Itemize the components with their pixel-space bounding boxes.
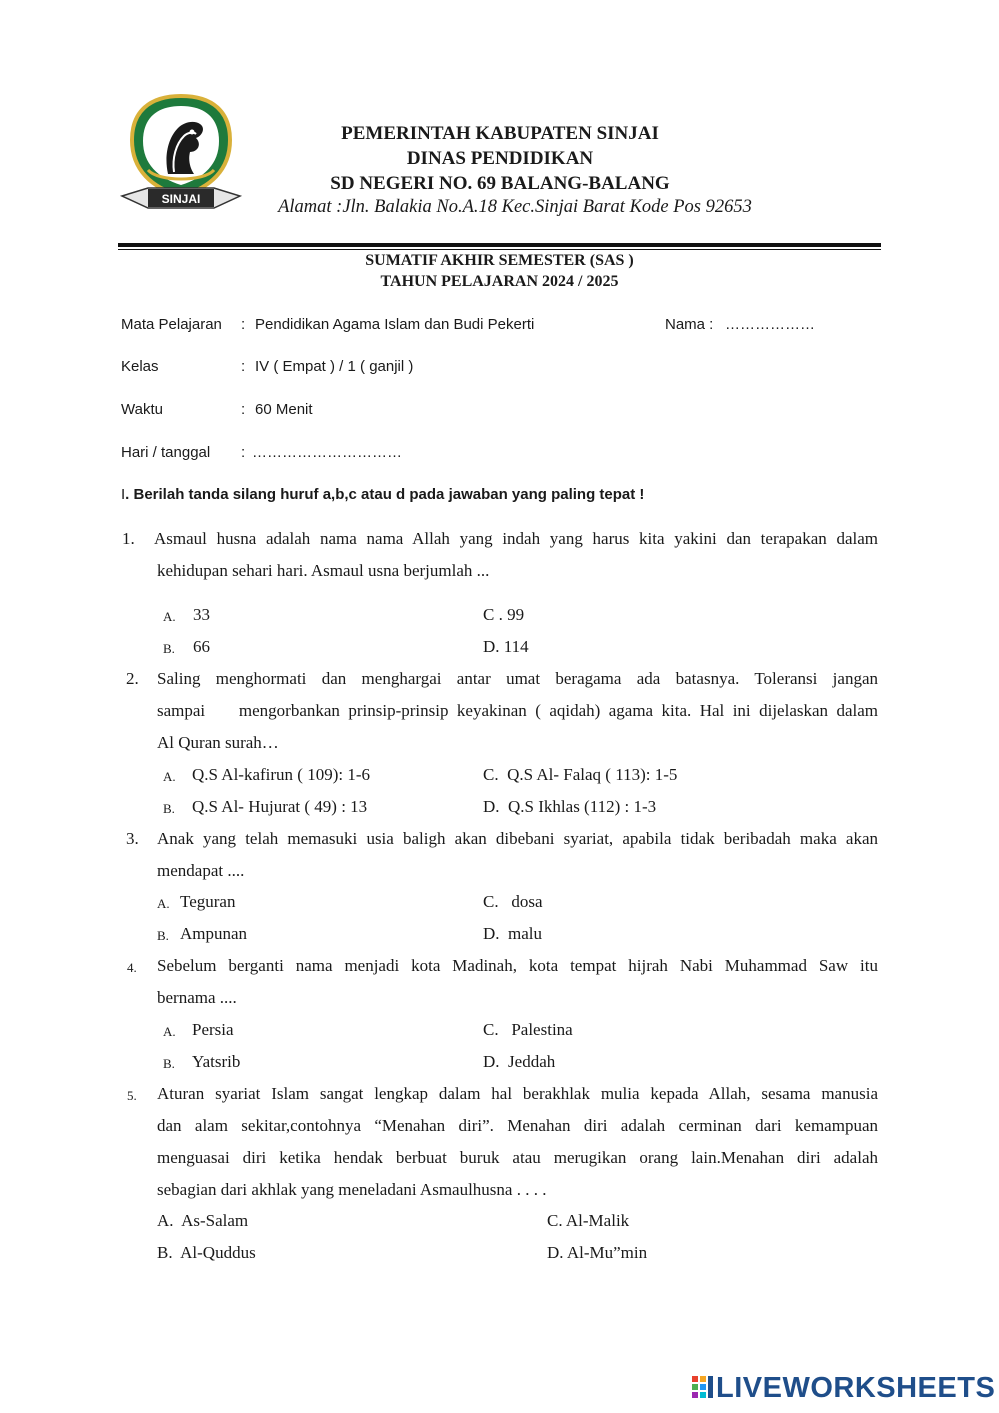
header-department: DINAS PENDIDIKAN: [406, 148, 594, 169]
question-text: mendapat ....: [157, 861, 245, 880]
exam-title: SUMATIF AKHIR SEMESTER (SAS ): [365, 252, 634, 269]
header-government: PEMERINTAH KABUPATEN SINJAI: [341, 123, 659, 144]
option-a[interactable]: Teguran: [180, 892, 236, 911]
name-field[interactable]: ………………: [725, 316, 815, 333]
option-b[interactable]: 66: [193, 637, 210, 656]
option-c[interactable]: C. dosa: [483, 892, 543, 911]
option-a[interactable]: Persia: [192, 1020, 234, 1039]
option-d[interactable]: D. Al-Mu”min: [547, 1243, 648, 1262]
instruction-number: I: [121, 486, 126, 503]
question-text: Asmaul husna adalah nama nama Allah yang indah yang harus kita yakini dan terapakan dalam: [154, 529, 878, 548]
question-number: 5.: [127, 1088, 137, 1103]
option-a[interactable]: Q.S Al-kafirun ( 109): 1-6: [192, 765, 371, 784]
header-school: SD NEGERI NO. 69 BALANG-BALANG: [330, 173, 670, 194]
question-number: 4.: [127, 960, 137, 975]
question-text: dan alam sekitar,contohnya “Menahan diri”. Menahan diri adalah cerminan dari kemampuan: [157, 1116, 878, 1135]
option-letter: A.: [157, 896, 170, 911]
subject-value: Pendidikan Agama Islam dan Budi Pekerti: [255, 316, 535, 333]
question-text: menguasai diri ketika hendak berbuat buruk atau merugikan orang lain.Menahan diri adalah: [157, 1148, 878, 1167]
option-c[interactable]: C. Q.S Al- Falaq ( 113): 1-5: [483, 765, 678, 784]
liveworksheets-icon: [692, 1376, 714, 1398]
option-letter: A.: [163, 609, 176, 624]
option-b[interactable]: B. Al-Quddus: [157, 1243, 256, 1262]
logo-text: SINJAI: [161, 192, 201, 206]
question-text: Saling menghormati dan menghargai antar umat beragama ada batasnya. Toleransi jangan: [157, 669, 878, 688]
date-field[interactable]: …………………………: [252, 444, 402, 461]
question-text: Aturan syariat Islam sangat lengkap dalam hal berakhlak mulia kepada Allah, sesama manusia: [157, 1084, 878, 1103]
option-letter: B.: [163, 801, 175, 816]
question-text: bernama ....: [157, 988, 237, 1007]
instruction-text: . Berilah tanda silang huruf a,b,c atau d pada jawaban yang paling tepat !: [125, 486, 645, 503]
option-d[interactable]: D. malu: [483, 924, 543, 943]
option-letter: B.: [163, 1056, 175, 1071]
class-colon: :: [241, 358, 246, 375]
option-b[interactable]: Yatsrib: [192, 1052, 241, 1071]
instruction: [121, 486, 644, 503]
school-logo: [118, 92, 244, 214]
question-number: 2.: [126, 669, 139, 688]
question-text: Sebelum berganti nama menjadi kota Madinah, kota tempat hijrah Nabi Muhammad Saw itu: [157, 956, 878, 975]
question-number: 3.: [126, 829, 139, 848]
header-address: Alamat :Jln. Balakia No.A.18 Kec.Sinjai Barat Kode Pos 92653: [278, 197, 752, 217]
time-colon: :: [241, 401, 246, 418]
question-text: Al Quran surah…: [157, 733, 279, 752]
option-d[interactable]: D. Jeddah: [483, 1052, 556, 1071]
time-value: 60 Menit: [255, 401, 313, 418]
question-text: kehidupan sehari hari. Asmaul usna berjumlah ...: [157, 561, 490, 580]
subject-label: Mata Pelajaran: [121, 316, 222, 333]
question-text: Anak yang telah memasuki usia baligh akan dibebani syariat, apabila tidak beribadah maka akan: [157, 829, 878, 848]
header-divider-thick: [118, 243, 881, 247]
option-a[interactable]: A. As-Salam: [157, 1211, 249, 1230]
liveworksheets-brand: LIVEWORKSHEETS: [716, 1372, 996, 1404]
option-b[interactable]: Q.S Al- Hujurat ( 49) : 13: [192, 797, 368, 816]
class-label: Kelas: [121, 358, 159, 375]
option-c[interactable]: C. Palestina: [483, 1020, 573, 1039]
date-label: Hari / tanggal: [121, 444, 211, 461]
exam-year: TAHUN PELAJARAN 2024 / 2025: [380, 273, 619, 290]
name-label: Nama :: [665, 316, 714, 333]
option-d[interactable]: D. Q.S Ikhlas (112) : 1-3: [483, 797, 657, 816]
option-a[interactable]: 33: [193, 605, 210, 624]
option-letter: B.: [163, 641, 175, 656]
option-d[interactable]: D. 114: [483, 637, 529, 656]
question-text: sampai mengorbankan prinsip-prinsip keyakinan ( aqidah) agama kita. Hal ini dijelaskan dalam: [157, 701, 878, 720]
option-c[interactable]: C. Al-Malik: [547, 1211, 630, 1230]
subject-colon: :: [241, 316, 246, 333]
option-b[interactable]: Ampunan: [180, 924, 248, 943]
option-c[interactable]: C . 99: [483, 605, 525, 624]
question-number: 1.: [122, 529, 135, 548]
class-value: IV ( Empat ) / 1 ( ganjil ): [255, 358, 414, 375]
date-colon: :: [241, 444, 246, 461]
option-letter: A.: [163, 769, 176, 784]
option-letter: A.: [163, 1024, 176, 1039]
option-letter: B.: [157, 928, 169, 943]
time-label: Waktu: [121, 401, 163, 418]
question-text: sebagian dari akhlak yang meneladani Asmaulhusna . . . .: [157, 1180, 547, 1199]
header-divider-thin: [118, 249, 881, 250]
